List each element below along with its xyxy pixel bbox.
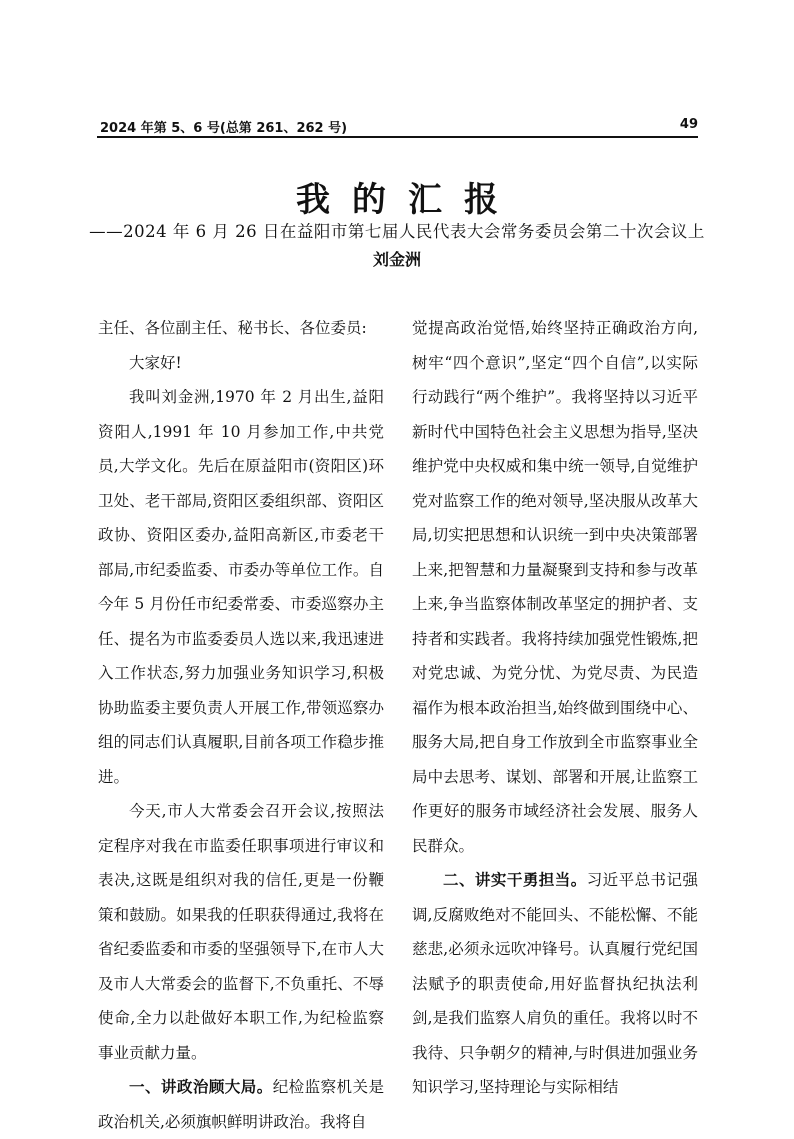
article-subtitle: ——2024 年 6 月 26 日在益阳市第七届人民代表大会常务委员会第二十次会议上: [89, 222, 705, 241]
section-two-text: 习近平总书记强调,反腐败绝对不能回头、不能松懈、不能慈悲,必须永远吹冲锋号。认真履行党纪国法赋予的职责使命,用好监督执纪执法利剑,是我们监察人肩负的重任。我将以时不我待、只争朝夕的精神,与时俱进加强业务知识学习,坚持理论与实际相结: [412, 871, 698, 1096]
article-title: 我的汇报: [296, 180, 520, 220]
section-two-heading: 二、讲实干勇担当。: [443, 871, 587, 889]
salutation: 主任、各位副主任、秘书长、各位委员:: [98, 319, 367, 337]
section-one-heading: 一、讲政治顾大局。: [129, 1078, 273, 1096]
page-number: 49: [679, 117, 698, 132]
left-column: [98, 311, 384, 1139]
running-header: [100, 117, 698, 137]
paragraph-meeting: 今天,市人大常委会召开会议,按照法定程序对我在市监委任职事项进行审议和表决,这既是组织对我的信任,更是一份鞭策和鼓励。如果我的任职获得通过,我将在省纪委监委和市委的坚强领导下,在市人大及市人大常委会的监督下,不负重托、不辱使命,全力以赴做好本职工作,为纪检监察事业贡献力量。: [98, 802, 384, 1062]
issue-info: 2024 年第 5、6 号(总第 261、262 号): [100, 121, 348, 136]
right-column: [412, 311, 698, 1105]
paragraph-section-two: [412, 863, 698, 1105]
article-author: 刘金洲: [372, 250, 421, 269]
paragraph-section-one-continued: 觉提高政治觉悟,始终坚持正确政治方向,树牢“四个意识”,坚定“四个自信”,以实际行动践行“两个维护”。我将坚持以习近平新时代中国特色社会主义思想为指导,坚决维护党中央权威和集中统一领导,自觉维护党对监察工作的绝对领导,坚决服从改革大局,切实把思想和认识统一到中央决策部署上来,把智慧和力量凝聚到支持和参与改革上来,争当监察体制改革坚定的拥护者、支持者和实践者。我将持续加强党性锻炼,把对党忠诚、为党分忧、为党尽责、为民造福作为根本政治担当,始终做到围绕中心、服务大局,把自身工作放到全市监察事业全局中去思考、谋划、部署和开展,让监察工作更好的服务市域经济社会发展、服务人民群众。: [412, 319, 698, 855]
header-rule: [97, 136, 698, 138]
section-one-text: 纪检监察机关是政治机关,必须旗帜鲜明讲政治。我将自: [98, 1078, 384, 1131]
greeting: 大家好!: [129, 353, 182, 372]
paragraph-introduction: 我叫刘金洲,1970 年 2 月出生,益阳资阳人,1991 年 10 月参加工作,中共党员,大学文化。先后在原益阳市(资阳区)环卫处、老干部局,资阳区委组织部、资阳区政协、资阳区委办,益阳高新区,市委老干部局,市纪委监委、市委办等单位工作。自今年 5 月份任市纪委常委、市委巡察办主任、提名为市监委委员人选以来,我迅速进入工作状态,努力加强业务知识学习,积极协助监委主要负责人开展工作,带领巡察办组的同志们认真履职,目前各项工作稳步推进。: [98, 388, 384, 786]
paragraph-section-one: [98, 1070, 384, 1139]
